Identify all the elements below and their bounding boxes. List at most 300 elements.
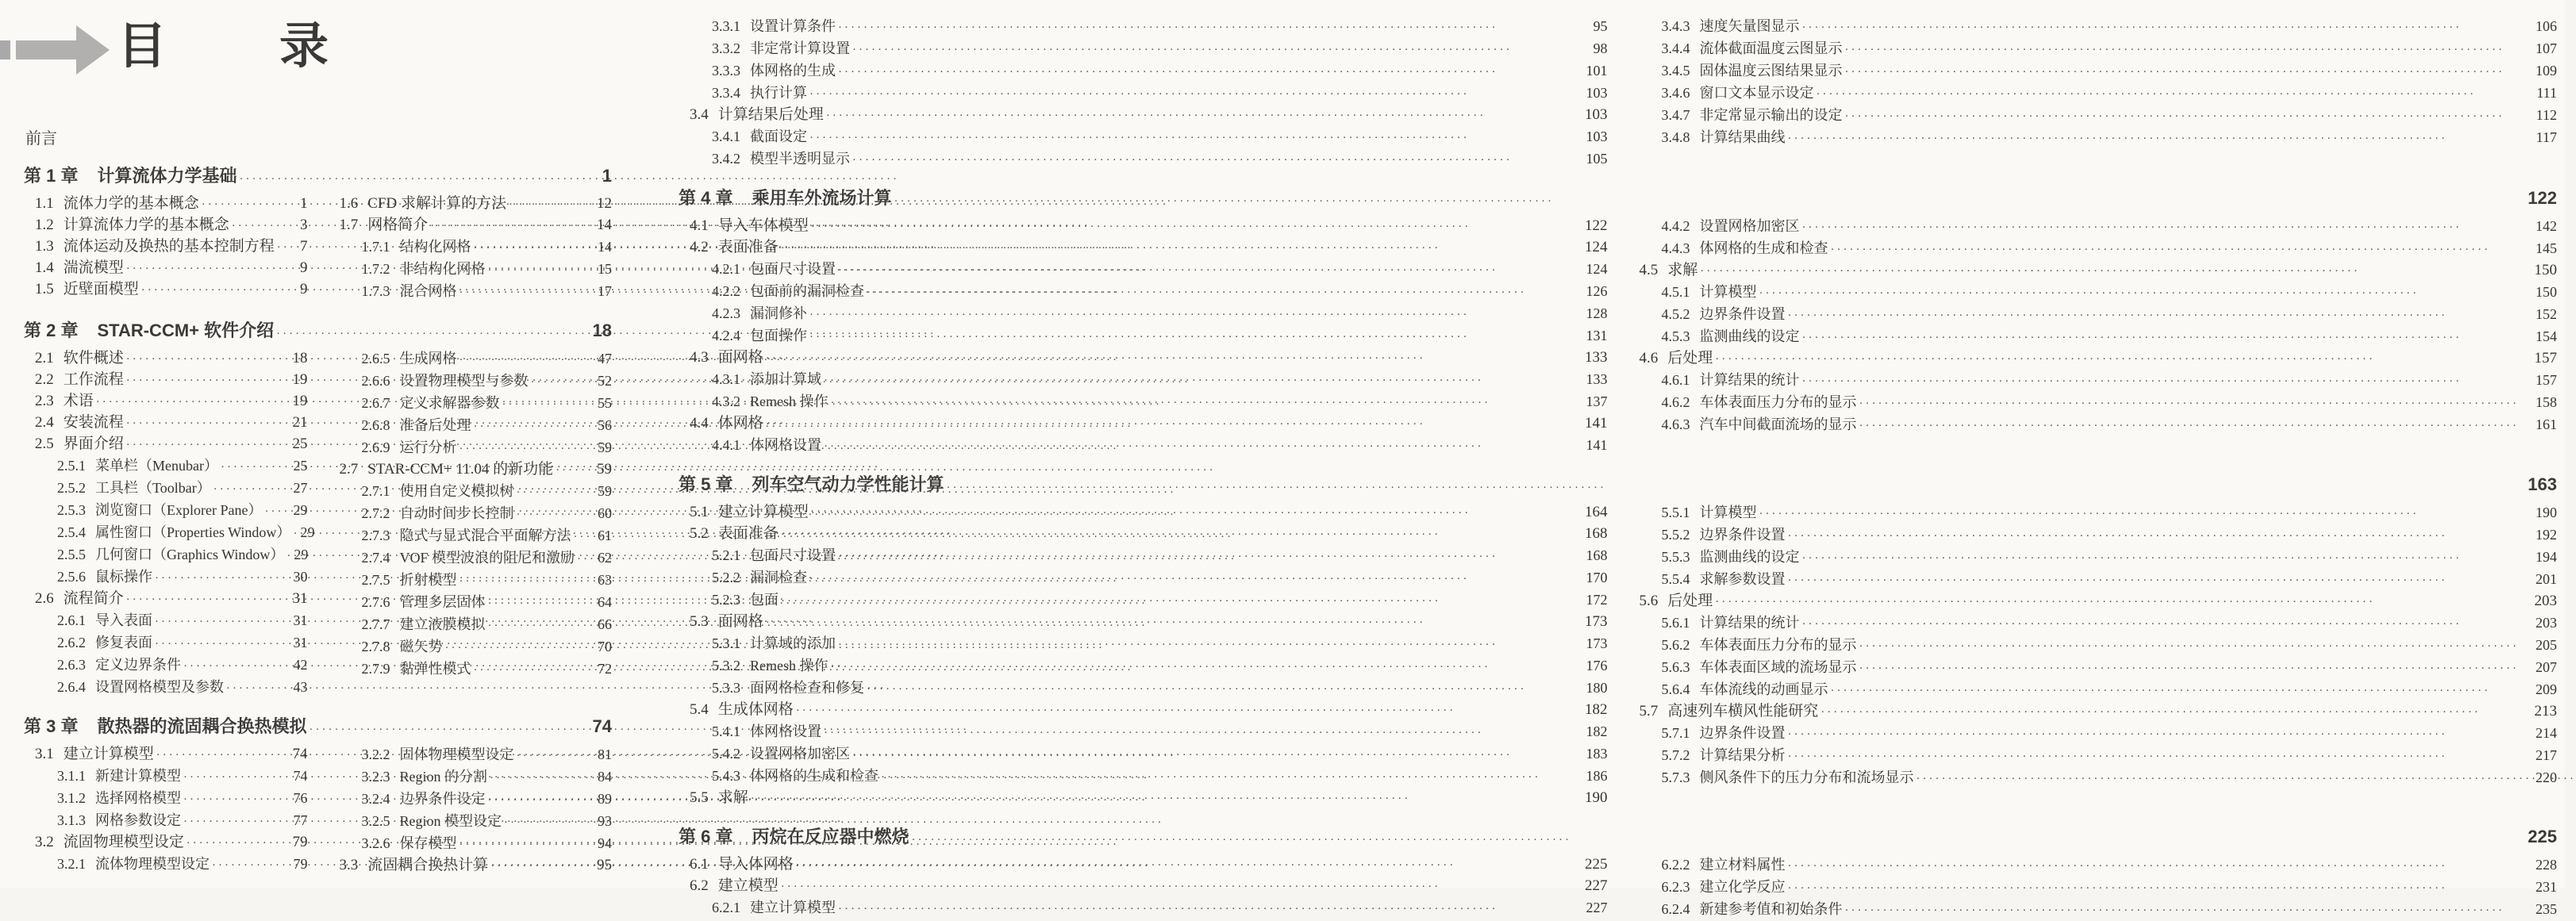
- toc-entry-4.6.1: [1662, 370, 2558, 392]
- entry-title: 准备后处理: [399, 417, 471, 433]
- chapter-heading: [679, 827, 2557, 850]
- entry-page-number: 168: [1585, 525, 1608, 542]
- entry-title: 属性窗口（Properties Window）: [95, 524, 291, 540]
- entry-title: 结构化网格: [399, 239, 471, 255]
- entry-number: 2.5.4: [57, 524, 86, 540]
- entry-title: 添加计算域: [750, 371, 821, 387]
- entry-page-number: 109: [2536, 63, 2557, 79]
- entry-title: 体网格设置: [750, 437, 821, 453]
- entry-title: 建立计算模型: [63, 746, 154, 762]
- entry-page-number: 31: [293, 635, 308, 650]
- entry-number: 5.7.2: [1661, 747, 1690, 763]
- dot-leader: [126, 370, 290, 391]
- dot-leader: [1759, 502, 2534, 524]
- dot-leader: [264, 500, 290, 522]
- entry-number: 1.1: [35, 195, 54, 212]
- entry-number: 2.5.1: [57, 458, 86, 474]
- chapter-columns: [679, 216, 2557, 457]
- entry-title: 计算结果的统计: [1699, 372, 1800, 388]
- entry-page-number: 66: [598, 616, 612, 632]
- chapter-heading: [24, 716, 612, 739]
- toc-entry-4.5.3: [1662, 326, 2558, 348]
- entry-number: 2.5: [35, 436, 54, 452]
- dot-leader: [430, 215, 594, 236]
- toc-entry-4.2.3: [712, 303, 1608, 325]
- dot-leader: [459, 833, 596, 855]
- entry-number: 2.6.6: [361, 373, 390, 389]
- entry-number: 4.5.1: [1661, 284, 1690, 300]
- entry-page-number: 19: [292, 371, 308, 388]
- chapter-title: 列车空气动力学性能计算: [752, 474, 944, 494]
- entry-title: Remesh 操作: [750, 393, 829, 409]
- chapter-continuation-block: [679, 16, 2557, 171]
- entry-page-number: 29: [300, 524, 315, 540]
- entry-page-number: 52: [598, 373, 612, 389]
- entry-page-number: 227: [1585, 877, 1608, 894]
- toc-entry-5.7: [1640, 701, 2558, 723]
- dot-leader: [1788, 304, 2534, 326]
- entry-number: 4.4.3: [1661, 240, 1690, 256]
- dot-leader: [852, 743, 1584, 766]
- toc-entry-1.1: [35, 194, 308, 215]
- dot-leader: [531, 370, 596, 393]
- dot-leader: [809, 325, 1584, 347]
- dot-leader: [1802, 216, 2534, 238]
- entry-number: 5.5.4: [1661, 571, 1690, 587]
- dot-leader: [1831, 679, 2534, 701]
- dot-leader: [811, 216, 1582, 237]
- entry-number: 4.2.2: [712, 283, 740, 299]
- entry-title: 监测曲线的设定: [1699, 328, 1800, 344]
- chapter-block-第2章: [24, 320, 612, 699]
- dot-leader: [459, 281, 596, 303]
- chapter-columns: [24, 194, 612, 303]
- entry-number: 2.2: [35, 371, 54, 388]
- dot-leader: [186, 832, 290, 854]
- toc-column-2: [329, 744, 613, 877]
- dot-leader: [156, 744, 290, 766]
- entry-number: 5.4: [690, 701, 709, 718]
- toc-entry-3.4: [690, 105, 1608, 126]
- toc-page-left: [0, 0, 621, 888]
- dot-leader: [811, 502, 1582, 524]
- entry-page-number: 205: [2536, 637, 2557, 653]
- entry-page-number: 64: [598, 594, 612, 610]
- dot-leader: [809, 567, 1584, 589]
- entry-page-number: 55: [598, 395, 612, 411]
- dot-leader: [1859, 414, 2534, 436]
- arrow-right-icon: [0, 24, 119, 75]
- entry-number: 3.2.4: [361, 791, 390, 807]
- entry-title: 侧风条件下的压力分布和流场显示: [1699, 769, 1914, 785]
- dot-leader: [867, 281, 1584, 303]
- entry-number: 3.2: [35, 834, 54, 850]
- entry-number: 2.1: [35, 350, 54, 366]
- chapter-page-number: 163: [2528, 474, 2557, 494]
- entry-page-number: 207: [2536, 659, 2557, 675]
- toc-column-1: [679, 16, 1608, 171]
- entry-page-number: 194: [2536, 549, 2557, 565]
- dot-leader: [809, 83, 1584, 105]
- entry-number: 3.4.8: [1661, 129, 1690, 145]
- entry-title: 漏洞修补: [750, 305, 807, 321]
- entry-number: 3.2.3: [361, 769, 390, 785]
- chapter-page-number: 74: [592, 716, 612, 736]
- entry-title: 包面尺寸设置: [750, 261, 836, 277]
- dot-leader: [488, 614, 596, 636]
- entry-title: 体网格的生成和检查: [1699, 240, 1828, 256]
- dot-leader: [766, 612, 1582, 633]
- entry-page-number: 107: [2536, 40, 2557, 56]
- entry-number: 4.6.3: [1661, 416, 1690, 432]
- entry-number: 3.4.4: [1661, 40, 1690, 56]
- entry-page-number: 25: [293, 458, 308, 474]
- entry-page-number: 190: [1585, 789, 1608, 806]
- entry-title: 计算模型: [1699, 505, 1757, 520]
- toc-entry-5.2.1: [712, 545, 1608, 567]
- entry-title: 磁矢势: [399, 639, 443, 654]
- entry-number: 4.5.2: [1661, 306, 1690, 322]
- entry-page-number: 62: [598, 550, 612, 566]
- toc-entry-3.3.2: [712, 38, 1608, 60]
- toc-entry-6.2.3: [1662, 877, 2558, 899]
- entry-title: 折射模型: [399, 572, 457, 588]
- dot-leader: [577, 547, 595, 570]
- entry-title: 边界条件设置: [1699, 527, 1786, 543]
- entry-number: 3.2.1: [57, 856, 86, 872]
- toc-column-1: [679, 854, 1608, 921]
- entry-page-number: 31: [292, 590, 308, 607]
- entry-number: 2.6.1: [57, 612, 86, 628]
- entry-title: 湍流模型: [63, 259, 124, 276]
- entry-page-number: 103: [1586, 129, 1608, 144]
- entry-page-number: 79: [292, 834, 308, 850]
- entry-page-number: 101: [1586, 63, 1608, 79]
- entry-title: Region 的分割: [399, 769, 487, 785]
- entry-title: 流程简介: [63, 590, 124, 607]
- entry-title: 菜单栏（Menubar）: [95, 458, 218, 474]
- entry-title: 设置网格加密区: [1699, 218, 1800, 234]
- entry-page-number: 182: [1585, 701, 1608, 718]
- entry-number: 4.6: [1639, 350, 1659, 366]
- toc-entry-2.5.5: [57, 544, 308, 566]
- entry-title: 非定常计算设置: [750, 40, 850, 56]
- entry-title: 边界条件设置: [1699, 725, 1786, 741]
- dot-leader: [852, 148, 1584, 171]
- entry-page-number: 106: [2536, 18, 2557, 34]
- dot-leader: [1788, 569, 2534, 591]
- entry-page-number: 231: [2536, 879, 2557, 895]
- entry-title: 设置网格加密区: [750, 746, 850, 762]
- entry-title: 计算域的添加: [750, 635, 836, 651]
- toc-entry-4.6: [1640, 348, 2558, 370]
- toc-entry-3.4.4: [1662, 38, 2558, 60]
- toc-entry-1.4: [35, 258, 308, 279]
- arrow-head: [76, 25, 110, 75]
- dot-leader: [183, 788, 291, 810]
- toc-entry-3.4.1: [712, 126, 1608, 148]
- entry-page-number: 25: [292, 436, 308, 452]
- entry-number: 2.6.9: [361, 439, 390, 455]
- entry-number: 4.2.1: [712, 261, 740, 277]
- dot-leader: [126, 434, 290, 455]
- entry-number: 1.7.3: [361, 283, 390, 299]
- toc-entry-5.5.2: [1662, 524, 2558, 547]
- entry-title: 隐式与显式混合平面解方法: [399, 528, 571, 543]
- dot-leader: [155, 610, 291, 632]
- entry-number: 1.6: [339, 195, 359, 212]
- chapter-label: 第 2 章: [24, 320, 79, 340]
- dot-leader: [1831, 238, 2534, 260]
- entry-number: 6.2: [690, 877, 709, 894]
- entry-number: 6.2.2: [1661, 857, 1690, 873]
- chapter-columns: [679, 502, 2557, 809]
- entry-number: 4.5: [1639, 262, 1659, 278]
- entry-number: 3.3.4: [712, 85, 740, 101]
- dot-leader: [766, 413, 1582, 435]
- entry-page-number: 145: [2536, 240, 2557, 256]
- toc-entry-5.2.2: [712, 567, 1608, 589]
- entry-number: 3.4.3: [1661, 18, 1690, 34]
- dot-leader: [831, 655, 1584, 677]
- entry-number: 4.3.2: [712, 393, 740, 409]
- entry-page-number: 31: [293, 612, 308, 628]
- entry-number: 5.4.1: [712, 723, 740, 739]
- entry-number: 5.6: [1639, 593, 1659, 609]
- dot-leader: [796, 854, 1582, 876]
- entry-number: 4.5.3: [1661, 328, 1690, 344]
- entry-number: 2.4: [35, 414, 54, 431]
- toc-entry-6.2: [690, 876, 1608, 897]
- entry-page-number: 14: [598, 239, 612, 255]
- entry-page-number: 1: [300, 195, 308, 212]
- entry-number: 1.7: [339, 217, 359, 233]
- dot-leader: [1821, 701, 2532, 723]
- toc-entry-5.1: [690, 502, 1608, 524]
- entry-page-number: 228: [2536, 857, 2557, 873]
- toc-entry-2.3: [35, 391, 308, 413]
- entry-number: 4.2.3: [712, 305, 740, 321]
- entry-page-number: 7: [300, 238, 308, 255]
- toc-entry-1.3: [35, 236, 308, 258]
- entry-title: 窗口文本显示设定: [1699, 85, 1814, 101]
- toc-entry-3.4.5: [1662, 60, 2558, 83]
- chapter-title: STAR-CCM+ 软件介绍: [97, 320, 275, 340]
- entry-page-number: 18: [292, 350, 308, 366]
- entry-number: 3.2.5: [361, 813, 390, 829]
- entry-page-number: 203: [2534, 593, 2557, 609]
- toc-page-right: [621, 0, 2565, 917]
- dot-leader: [490, 855, 594, 877]
- entry-page-number: 192: [2536, 527, 2557, 543]
- entry-title: 包面尺寸设置: [750, 547, 836, 563]
- toc-entry-2.6.1: [57, 610, 308, 632]
- entry-title: 汽车中间截面流场的显示: [1699, 416, 1857, 432]
- toc-entry-3.2.1: [57, 854, 308, 876]
- entry-number: 5.5.1: [1661, 505, 1690, 520]
- dot-leader: [751, 788, 1582, 809]
- entry-title: 工作流程: [63, 371, 124, 388]
- entry-number: 4.2: [690, 239, 709, 255]
- toc-entry-3.1.1: [57, 766, 308, 788]
- entry-page-number: 182: [1586, 723, 1608, 739]
- toc-entry-3.1.2: [57, 788, 308, 810]
- entry-page-number: 70: [598, 639, 612, 654]
- entry-page-number: 74: [293, 768, 308, 784]
- dot-leader: [766, 347, 1582, 369]
- toc-entry-5.2: [690, 524, 1608, 545]
- entry-number: 2.6.7: [361, 395, 390, 411]
- entry-title: 面网格: [717, 613, 763, 630]
- entry-page-number: 14: [597, 217, 612, 233]
- entry-number: 6.2.3: [1661, 879, 1690, 895]
- entry-title: 非定常显示输出的设定: [1699, 107, 1843, 123]
- toc-entry-5.7.1: [1662, 723, 2558, 745]
- entry-title: 建立化学反应: [1699, 879, 1786, 895]
- entry-title: 选择网格模型: [95, 790, 181, 806]
- toc-entry-4.4.1: [712, 435, 1608, 457]
- toc-entry-5.5.1: [1662, 502, 2558, 524]
- toc-entry-2.5: [35, 434, 308, 455]
- entry-page-number: 72: [598, 661, 612, 677]
- entry-title: 使用自定义模拟树: [399, 483, 514, 499]
- entry-page-number: 186: [1586, 768, 1608, 784]
- entry-number: 2.7: [339, 461, 359, 478]
- entry-number: 5.1: [690, 504, 709, 520]
- entry-page-number: 150: [2534, 262, 2557, 278]
- entry-number: 5.5.2: [1661, 527, 1690, 543]
- entry-page-number: 74: [292, 746, 308, 762]
- dot-leader: [1859, 635, 2534, 657]
- entry-number: 3.3.2: [712, 40, 740, 56]
- toc-entry-5.7.3: [1662, 767, 2558, 789]
- entry-title: 体网格的生成: [750, 63, 836, 79]
- entry-page-number: 126: [1586, 283, 1608, 299]
- dot-leader: [226, 677, 291, 699]
- entry-page-number: 27: [293, 480, 308, 496]
- entry-title: 计算结果后处理: [717, 106, 824, 123]
- dot-leader: [212, 854, 291, 876]
- toc-entry-5.4: [690, 700, 1608, 721]
- entry-page-number: 157: [2536, 372, 2557, 388]
- entry-title: 流固耦合换热计算: [367, 857, 489, 873]
- entry-title: 设置网格模型及参数: [95, 679, 224, 695]
- entry-number: 3.4.5: [1661, 63, 1690, 79]
- toc-entry-4.1: [690, 216, 1608, 237]
- entry-page-number: 19: [292, 393, 308, 409]
- dot-leader: [838, 259, 1584, 281]
- dot-leader: [239, 166, 596, 189]
- entry-number: 4.2.4: [712, 328, 740, 343]
- entry-title: 表面准备: [717, 239, 779, 255]
- entry-page-number: 227: [1586, 900, 1608, 915]
- entry-title: 后处理: [1667, 593, 1713, 609]
- entry-page-number: 128: [1586, 305, 1608, 321]
- toc-entry-6.1: [690, 854, 1608, 876]
- entry-number: 5.4.3: [712, 768, 740, 784]
- chapter-block-第4章: [679, 188, 2557, 457]
- toc-entry-4.4: [690, 413, 1608, 435]
- chapter-label: 第 1 章: [24, 166, 79, 186]
- entry-title: 建立计算模型: [750, 900, 836, 915]
- toc-column-2: [1628, 502, 2558, 809]
- toc-entry-5.4.1: [712, 721, 1608, 743]
- toc-entry-3.3.1: [712, 16, 1608, 38]
- dot-leader: [881, 766, 1584, 788]
- entry-number: 5.6.2: [1661, 637, 1690, 653]
- entry-number: 2.7.9: [361, 661, 390, 677]
- dot-leader: [781, 876, 1582, 897]
- dot-leader: [838, 60, 1584, 83]
- toc-entry-4.2.4: [712, 325, 1608, 347]
- entry-title: 安装流程: [63, 414, 124, 431]
- entry-page-number: 157: [2534, 350, 2557, 366]
- dot-leader: [556, 459, 594, 481]
- entry-title: 固体物理模型设定: [399, 746, 514, 762]
- entry-number: 4.4: [690, 415, 709, 432]
- dot-leader: [155, 566, 291, 589]
- dot-leader: [796, 700, 1582, 721]
- entry-page-number: 161: [2536, 416, 2557, 432]
- dot-leader: [1788, 877, 2534, 899]
- entry-page-number: 12: [597, 195, 612, 212]
- toc-entry-4.6.2: [1662, 392, 2558, 414]
- entry-page-number: 176: [1586, 658, 1608, 673]
- dot-leader: [221, 455, 291, 478]
- toc-entry-1.5: [35, 279, 308, 301]
- entry-number: 4.6.1: [1661, 372, 1690, 388]
- dot-leader: [852, 38, 1591, 60]
- entry-page-number: 9: [300, 259, 308, 276]
- dot-leader: [445, 636, 596, 658]
- entry-title: 术语: [63, 393, 94, 409]
- dot-leader: [202, 194, 298, 215]
- toc-entry-4.4.2: [1662, 216, 2558, 238]
- chapter-title: 丙烷在反应器中燃烧: [752, 827, 909, 846]
- entry-title: 求解: [717, 789, 748, 806]
- entry-page-number: 117: [2536, 129, 2557, 145]
- dot-leader: [474, 236, 596, 259]
- dot-leader: [1788, 524, 2534, 547]
- entry-title: 近壁面模型: [63, 281, 139, 297]
- dot-leader: [126, 258, 298, 279]
- dot-leader: [824, 369, 1584, 391]
- dot-leader: [459, 437, 596, 459]
- toc-column-1: [24, 348, 315, 699]
- dot-leader: [1802, 612, 2534, 635]
- entry-title: 计算结果曲线: [1699, 129, 1786, 145]
- toc-entry-2.2: [35, 370, 308, 391]
- toc-entry-2.5.4: [57, 522, 315, 544]
- preface-entry: 前言: [25, 130, 57, 148]
- toc-entry-1.2: [35, 215, 308, 236]
- toc-entry-4.4.3: [1662, 238, 2558, 260]
- entry-title: 管理多层固体: [399, 594, 486, 610]
- entry-number: 3.2.6: [361, 835, 390, 851]
- dot-leader: [1817, 83, 2535, 105]
- entry-title: 非结构化网格: [399, 261, 486, 277]
- dot-leader: [502, 393, 596, 415]
- entry-title: 监测曲线的设定: [1699, 549, 1800, 565]
- toc-entry-5.6: [1640, 591, 2558, 612]
- entry-number: 2.6.4: [57, 679, 86, 695]
- chapter-columns: [679, 16, 2557, 171]
- toc-column-2: [1628, 216, 2558, 457]
- entry-page-number: 3: [300, 217, 308, 233]
- dot-leader: [867, 677, 1584, 700]
- dot-leader: [826, 105, 1582, 126]
- entry-number: 3.3.3: [712, 63, 740, 79]
